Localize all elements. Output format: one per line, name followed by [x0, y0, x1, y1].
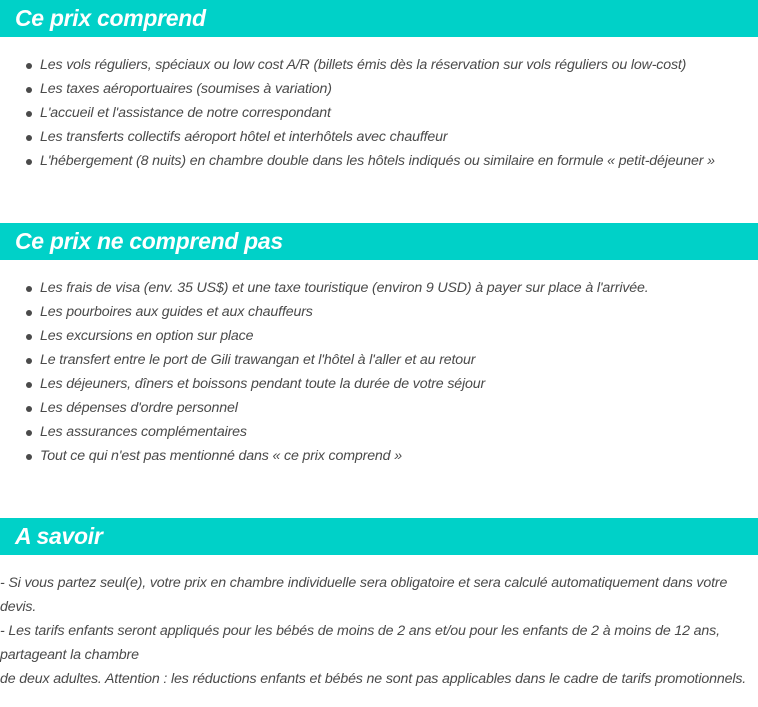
note-line: - Les tarifs enfants seront appliqués pour les bébés de moins de 2 ans et/ou pour les enfants de 2 à moins de 12 ans, — [0, 623, 720, 639]
bullet-icon — [26, 159, 32, 165]
list-item: Les pourboires aux guides et aux chauffeurs — [0, 300, 649, 324]
bullet-icon — [26, 135, 32, 141]
section-title: A savoir — [15, 523, 103, 549]
bullet-icon — [26, 286, 32, 292]
section-header-included — [0, 0, 758, 37]
note-line: devis. — [0, 599, 37, 615]
bullet-icon — [26, 406, 32, 412]
list-item: Tout ce qui n'est pas mentionné dans « ce prix comprend » — [0, 444, 649, 468]
note-line: - Si vous partez seul(e), votre prix en chambre individuelle sera obligatoire et sera calculé automatiquement dans votre — [0, 575, 728, 591]
section-title: Ce prix comprend — [15, 5, 206, 31]
bullet-icon — [26, 358, 32, 364]
note-line: partageant la chambre — [0, 647, 139, 663]
list-item: Les assurances complémentaires — [0, 420, 649, 444]
bullet-icon — [26, 310, 32, 316]
list-item: Les vols réguliers, spéciaux ou low cost A/R (billets émis dès la réservation sur vols réguliers ou low-cost) — [0, 53, 715, 77]
bullet-icon — [26, 454, 32, 460]
list-item: Les taxes aéroportuaires (soumises à variation) — [0, 77, 715, 101]
good-to-know-notes — [0, 571, 758, 691]
list-item: Les déjeuners, dîners et boissons pendant toute la durée de votre séjour — [0, 372, 649, 396]
bullet-icon — [26, 111, 32, 117]
list-item: Le transfert entre le port de Gili trawangan et l'hôtel à l'aller et au retour — [0, 348, 649, 372]
note-line: de deux adultes. Attention : les réductions enfants et bébés ne sont pas applicables dans le cadre de tarifs promotionnels. — [0, 671, 747, 687]
list-item: Les transferts collectifs aéroport hôtel et interhôtels avec chauffeur — [0, 125, 715, 149]
bullet-icon — [26, 334, 32, 340]
list-item: Les excursions en option sur place — [0, 324, 649, 348]
bullet-icon — [26, 63, 32, 69]
list-item: L'hébergement (8 nuits) en chambre double dans les hôtels indiqués ou similaire en formule « petit-déjeuner » — [0, 149, 715, 173]
not-included-list — [0, 276, 649, 468]
section-title: Ce prix ne comprend pas — [15, 228, 283, 254]
bullet-icon — [26, 382, 32, 388]
section-header-not-included — [0, 223, 758, 260]
list-item: Les dépenses d'ordre personnel — [0, 396, 649, 420]
list-item: Les frais de visa (env. 35 US$) et une taxe touristique (environ 9 USD) à payer sur place à l'arrivée. — [0, 276, 649, 300]
section-header-good-to-know — [0, 518, 758, 555]
included-list — [0, 53, 715, 173]
bullet-icon — [26, 87, 32, 93]
bullet-icon — [26, 430, 32, 436]
list-item: L'accueil et l'assistance de notre correspondant — [0, 101, 715, 125]
